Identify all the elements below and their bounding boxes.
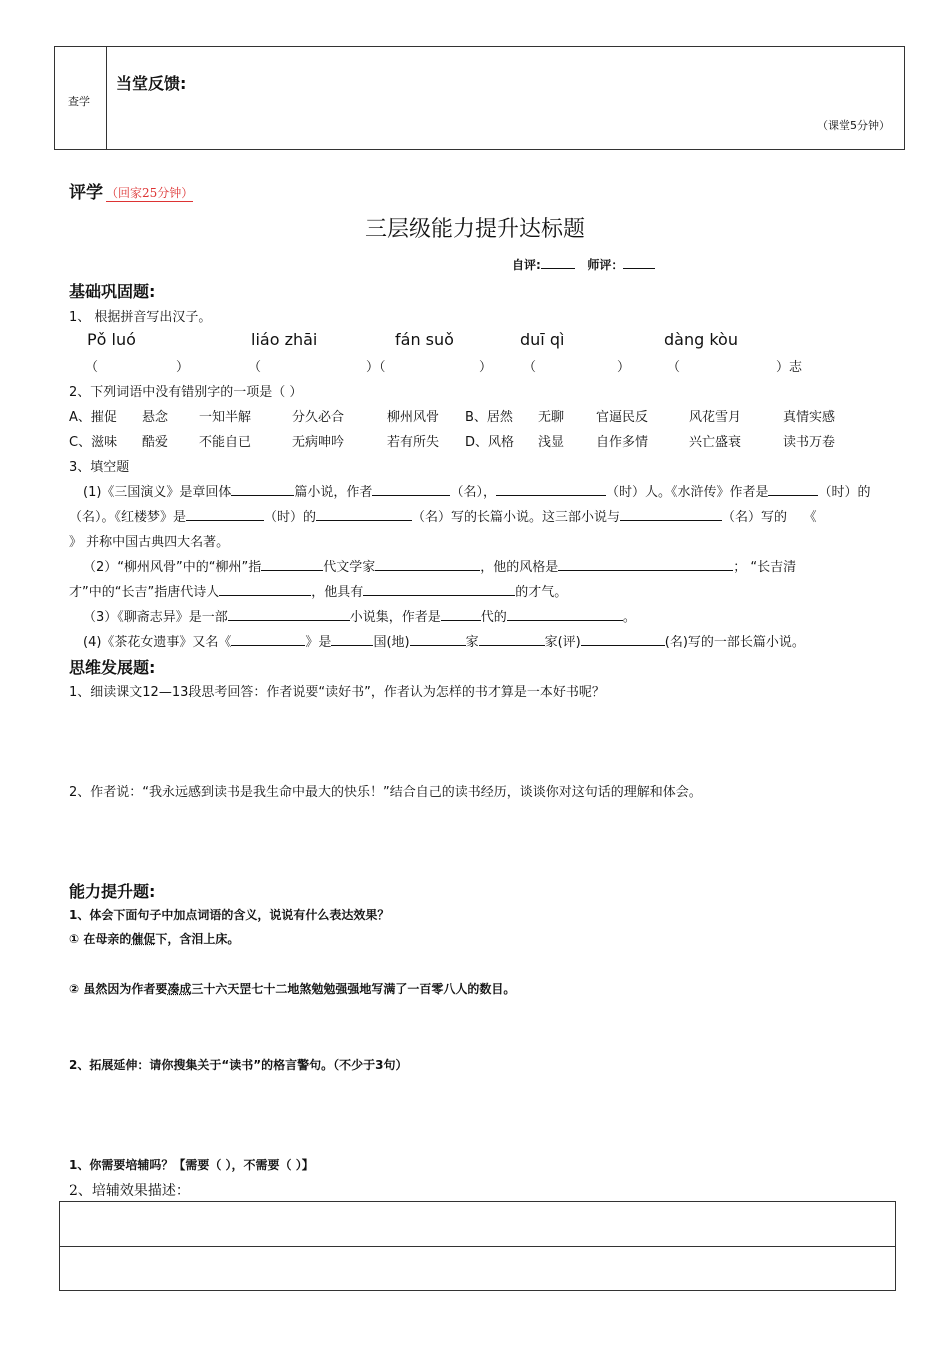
option-word: 真情实感 [783, 410, 836, 425]
fill-text: （名）。《红楼梦》是 [69, 510, 187, 525]
eval-note: （回家25分钟） [106, 186, 194, 200]
tutoring-answer-box[interactable] [59, 1201, 896, 1291]
box-divider [60, 1246, 895, 1247]
fill-text: 的才气。 [515, 585, 568, 600]
sentence-text: 三十六天罡七十二地煞勉勉强强地写满了一百零八人的数目。 [191, 982, 516, 996]
fill-text: 家(评) [544, 635, 581, 650]
fill-text: 篇小说，作者 [294, 485, 373, 500]
option-word: 官逼民反 [596, 410, 649, 425]
fill-text: 代的 [480, 610, 507, 625]
sentence-text: 下，含泪上床。 [155, 932, 240, 946]
fill-text: （名）， [450, 485, 496, 500]
dotted-word: 催促 [131, 932, 156, 946]
fill-line-3: 》 并称中国古典四大名著。 [69, 535, 230, 550]
table-divider [106, 47, 107, 149]
fill-line-6 [83, 606, 636, 625]
page-title: 三层级能力提升达标题 [364, 217, 585, 242]
blank-paren: ） [617, 360, 631, 375]
pinyin-4: duī qì [520, 330, 565, 349]
tutoring-q1: 1、你需要培辅吗？【需要（ ），不需要（ ）】 [69, 1158, 314, 1172]
ability-heading: 能力提升题: [69, 882, 156, 901]
basic-q2-prompt: 2、下列词语中没有错别字的一项是（ ） [69, 385, 303, 400]
thinking-heading: 思维发展题: [69, 658, 156, 677]
dotted-word: 凑成 [167, 982, 192, 996]
fill-text: 。 [622, 610, 636, 625]
fill-text: (名)写的一部长篇小说。 [664, 635, 805, 650]
fill-text: 《 [803, 510, 817, 525]
fill-text: (4)《茶花女遗事》又名《 [83, 635, 232, 650]
option-word: 读书万卷 [783, 435, 836, 450]
fill-line-5 [69, 581, 567, 600]
ability-q2: 2、拓展延伸：请你搜集关于“读书”的格言警句。（不少于3句） [69, 1058, 408, 1072]
basic-q1-prompt: 1、 根据拼音写出汉子。 [69, 310, 212, 325]
fill-text: ，他具有 [311, 585, 364, 600]
option-word: 浅显 [538, 435, 565, 450]
fill-text: (1)《三国演义》是章回体 [83, 485, 232, 500]
fill-line-7 [83, 631, 805, 650]
fill-text: 家 [465, 635, 479, 650]
option-word: 分久必合 [292, 410, 345, 425]
option-word: 悬念 [142, 410, 169, 425]
pinyin-5: dàng kòu [664, 330, 738, 349]
fill-text: 国(地) [373, 635, 410, 650]
option-word: 酷爱 [142, 435, 169, 450]
basic-q3-prompt: 3、填空题 [69, 460, 130, 475]
thinking-q1: 1、细读课文12—13段思考回答：作者说要“读好书”，作者认为怎样的书才算是一本好书呢？ [69, 685, 605, 700]
option-word: 一知半解 [199, 410, 252, 425]
fill-text: （名）写的长篇小说。这三部小说与 [412, 510, 621, 525]
thinking-q2: 2、作者说：“我永远感到读书是我生命中最大的快乐！”结合自己的读书经历，谈谈你对这句话的理解和体会。 [69, 785, 702, 800]
blank-paren: （ [667, 360, 681, 375]
blank-paren: ）（ [366, 360, 386, 375]
blank-paren: （ [248, 360, 262, 375]
ability-sentence-1 [69, 930, 239, 947]
fill-text: ； “长吉清 [733, 560, 797, 575]
fill-line-4 [83, 556, 796, 575]
option-word: B、居然 [465, 410, 513, 425]
option-word: 风花雪月 [689, 410, 742, 425]
fill-text: ，他的风格是 [480, 560, 559, 575]
time-note: （课堂5分钟） [817, 119, 890, 132]
sentence-text: ① 在母亲的 [69, 932, 132, 946]
fill-text: 小说集，作者是 [349, 610, 441, 625]
option-word: 不能自已 [199, 435, 252, 450]
blank-paren: （ [523, 360, 537, 375]
option-word: 自作多情 [596, 435, 649, 450]
teacher-eval-label: 师评： [587, 258, 624, 272]
feedback-table [54, 46, 905, 150]
fill-text: （时）的 [818, 485, 871, 500]
fill-line-2 [69, 506, 817, 525]
fill-text: 》是 [305, 635, 332, 650]
fill-text: 才”中的“长吉”指唐代诗人 [69, 585, 220, 600]
self-eval-line [512, 256, 655, 273]
option-word: 无聊 [538, 410, 565, 425]
fill-text: 代文学家 [323, 560, 376, 575]
tutoring-q2: 2、培辅效果描述： [69, 1183, 190, 1199]
feedback-heading: 当堂反馈: [116, 74, 187, 93]
ability-sentence-2 [69, 980, 515, 997]
pinyin-3: fán suǒ [395, 330, 454, 349]
sentence-text: ② 虽然因为作者要 [69, 982, 168, 996]
option-word: 柳州风骨 [387, 410, 440, 425]
fill-text: （名）写的 [722, 510, 788, 525]
blank-paren: （ [85, 360, 99, 375]
blank-paren: ） [479, 360, 493, 375]
pinyin-2: liáo zhāi [251, 330, 318, 349]
ability-q1: 1、体会下面句子中加点词语的含义，说说有什么表达效果？ [69, 908, 390, 922]
side-label: 查学 [68, 95, 90, 108]
pinyin-1: Pǒ luó [87, 330, 136, 349]
fill-text: （2）“柳州风骨”中的“柳州”指 [83, 560, 262, 575]
option-word: 若有所失 [387, 435, 440, 450]
option-word: C、滋味 [69, 435, 118, 450]
blank-paren: ）志 [776, 360, 803, 375]
option-word: 无病呻吟 [292, 435, 345, 450]
eval-label: 评学 [69, 183, 103, 203]
fill-line-1 [83, 481, 870, 500]
option-word: 兴亡盛衰 [689, 435, 742, 450]
fill-text: （时）的 [264, 510, 317, 525]
blank-paren: ） [176, 360, 190, 375]
self-eval-label: 自评: [512, 258, 541, 272]
fill-text: （3）《聊斋志异》是一部 [83, 610, 228, 625]
basic-heading: 基础巩固题: [69, 282, 156, 301]
fill-text: （时）人。《水浒传》作者是 [605, 485, 769, 500]
option-word: A、摧促 [69, 410, 117, 425]
option-word: D、风格 [465, 435, 515, 450]
